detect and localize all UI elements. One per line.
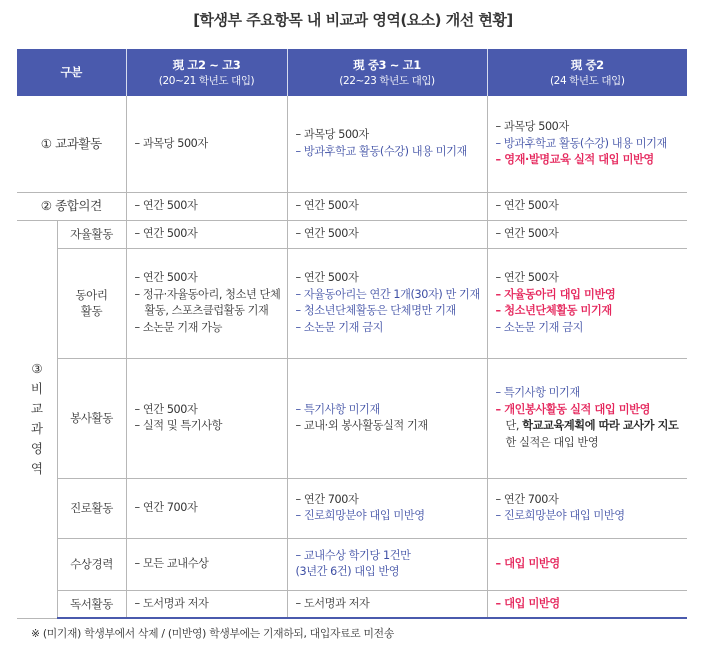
table-row-autonomous bbox=[17, 220, 687, 248]
header-col-grade2-3: 現 고2 ~ 고3 (20~21 학년도 대입) bbox=[126, 49, 287, 96]
row-label-career: 진로활동 bbox=[57, 478, 126, 538]
cell-club-c1: – 연간 500자 – 정규·자율동아리, 청소년 단체활동, 스포츠클럽활동 기재 – 소논문 기재 가능 bbox=[126, 248, 287, 358]
cell-career-c1: – 연간 700자 bbox=[126, 478, 287, 538]
table-header-row bbox=[17, 49, 687, 96]
table-row-awards bbox=[17, 538, 687, 590]
cell-volunteer-c3: – 특기사항 미기재 – 개인봉사활동 실적 대입 미반영 단, 학교교육계획에 따라 교사가 지도한 실적은 대입 반영 bbox=[487, 358, 687, 478]
row-label-subject: ① 교과활동 bbox=[17, 96, 126, 192]
cell-career-c2: – 연간 700자 – 진로희망분야 대입 미반영 bbox=[287, 478, 487, 538]
row-label-volunteer: 봉사활동 bbox=[57, 358, 126, 478]
cell-volunteer-c2: – 특기사항 미기재 – 교내·외 봉사활동실적 기재 bbox=[287, 358, 487, 478]
cell-reading-c2: – 도서명과 저자 bbox=[287, 590, 487, 618]
cell-autonomous-c3: – 연간 500자 bbox=[487, 220, 687, 248]
cell-opinion-c2: – 연간 500자 bbox=[287, 192, 487, 220]
table-row-subject bbox=[17, 96, 687, 192]
cell-subject-c2: – 과목당 500자 – 방과후학교 활동(수강) 내용 미기재 bbox=[287, 96, 487, 192]
header-col-mid2: 現 중2 (24 학년도 대입) bbox=[487, 49, 687, 96]
header-col-mid3-high1: 現 중3 ~ 고1 (22~23 학년도 대입) bbox=[287, 49, 487, 96]
cell-awards-c2: – 교내수상 학기당 1건만 (3년간 6건) 대입 반영 bbox=[287, 538, 487, 590]
row-label-autonomous: 자율활동 bbox=[57, 220, 126, 248]
cell-club-c3: – 연간 500자 – 자율동아리 대입 미반영 – 청소년단체활동 미기재 – 소논문 기재 금지 bbox=[487, 248, 687, 358]
cell-club-c2: – 연간 500자 – 자율동아리는 연간 1개(30자) 만 기재 – 청소년단체활동은 단체명만 기재 – 소논문 기재 금지 bbox=[287, 248, 487, 358]
cell-subject-c1: – 과목당 500자 bbox=[126, 96, 287, 192]
footnote: ※ (미기재) 학생부에서 삭제 / (미반영) 학생부에는 기재하되, 대입자료로 미전송 bbox=[31, 627, 394, 640]
comparison-table bbox=[17, 49, 687, 619]
cell-opinion-c1: – 연간 500자 bbox=[126, 192, 287, 220]
table-row-club bbox=[17, 248, 687, 358]
row-label-reading: 독서활동 bbox=[57, 590, 126, 618]
table-row-opinion bbox=[17, 192, 687, 220]
cell-opinion-c3: – 연간 500자 bbox=[487, 192, 687, 220]
cell-autonomous-c1: – 연간 500자 bbox=[126, 220, 287, 248]
cell-subject-c3: – 과목당 500자 – 방과후학교 활동(수강) 내용 미기재 – 영재·발명교육 실적 대입 미반영 bbox=[487, 96, 687, 192]
table-row-reading bbox=[17, 590, 687, 618]
page-title: [학생부 주요항목 내 비교과 영역(요소) 개선 현황] bbox=[193, 11, 513, 29]
cell-reading-c3: – 대입 미반영 bbox=[487, 590, 687, 618]
row-label-opinion: ② 종합의견 bbox=[17, 192, 126, 220]
cell-awards-c1: – 모든 교내수상 bbox=[126, 538, 287, 590]
row-label-awards: 수상경력 bbox=[57, 538, 126, 590]
cell-autonomous-c2: – 연간 500자 bbox=[287, 220, 487, 248]
table-row-volunteer bbox=[17, 358, 687, 478]
row-label-club: 동아리 활동 bbox=[57, 248, 126, 358]
header-division: 구분 bbox=[17, 49, 126, 96]
cell-reading-c1: – 도서명과 저자 bbox=[126, 590, 287, 618]
cell-awards-c3: – 대입 미반영 bbox=[487, 538, 687, 590]
table-row-career bbox=[17, 478, 687, 538]
cell-volunteer-c1: – 연간 500자 – 실적 및 특기사항 bbox=[126, 358, 287, 478]
cell-career-c3: – 연간 700자 – 진로희망분야 대입 미반영 bbox=[487, 478, 687, 538]
group-label-extracurricular: ③ 비 교 과 영 역 bbox=[17, 220, 57, 618]
